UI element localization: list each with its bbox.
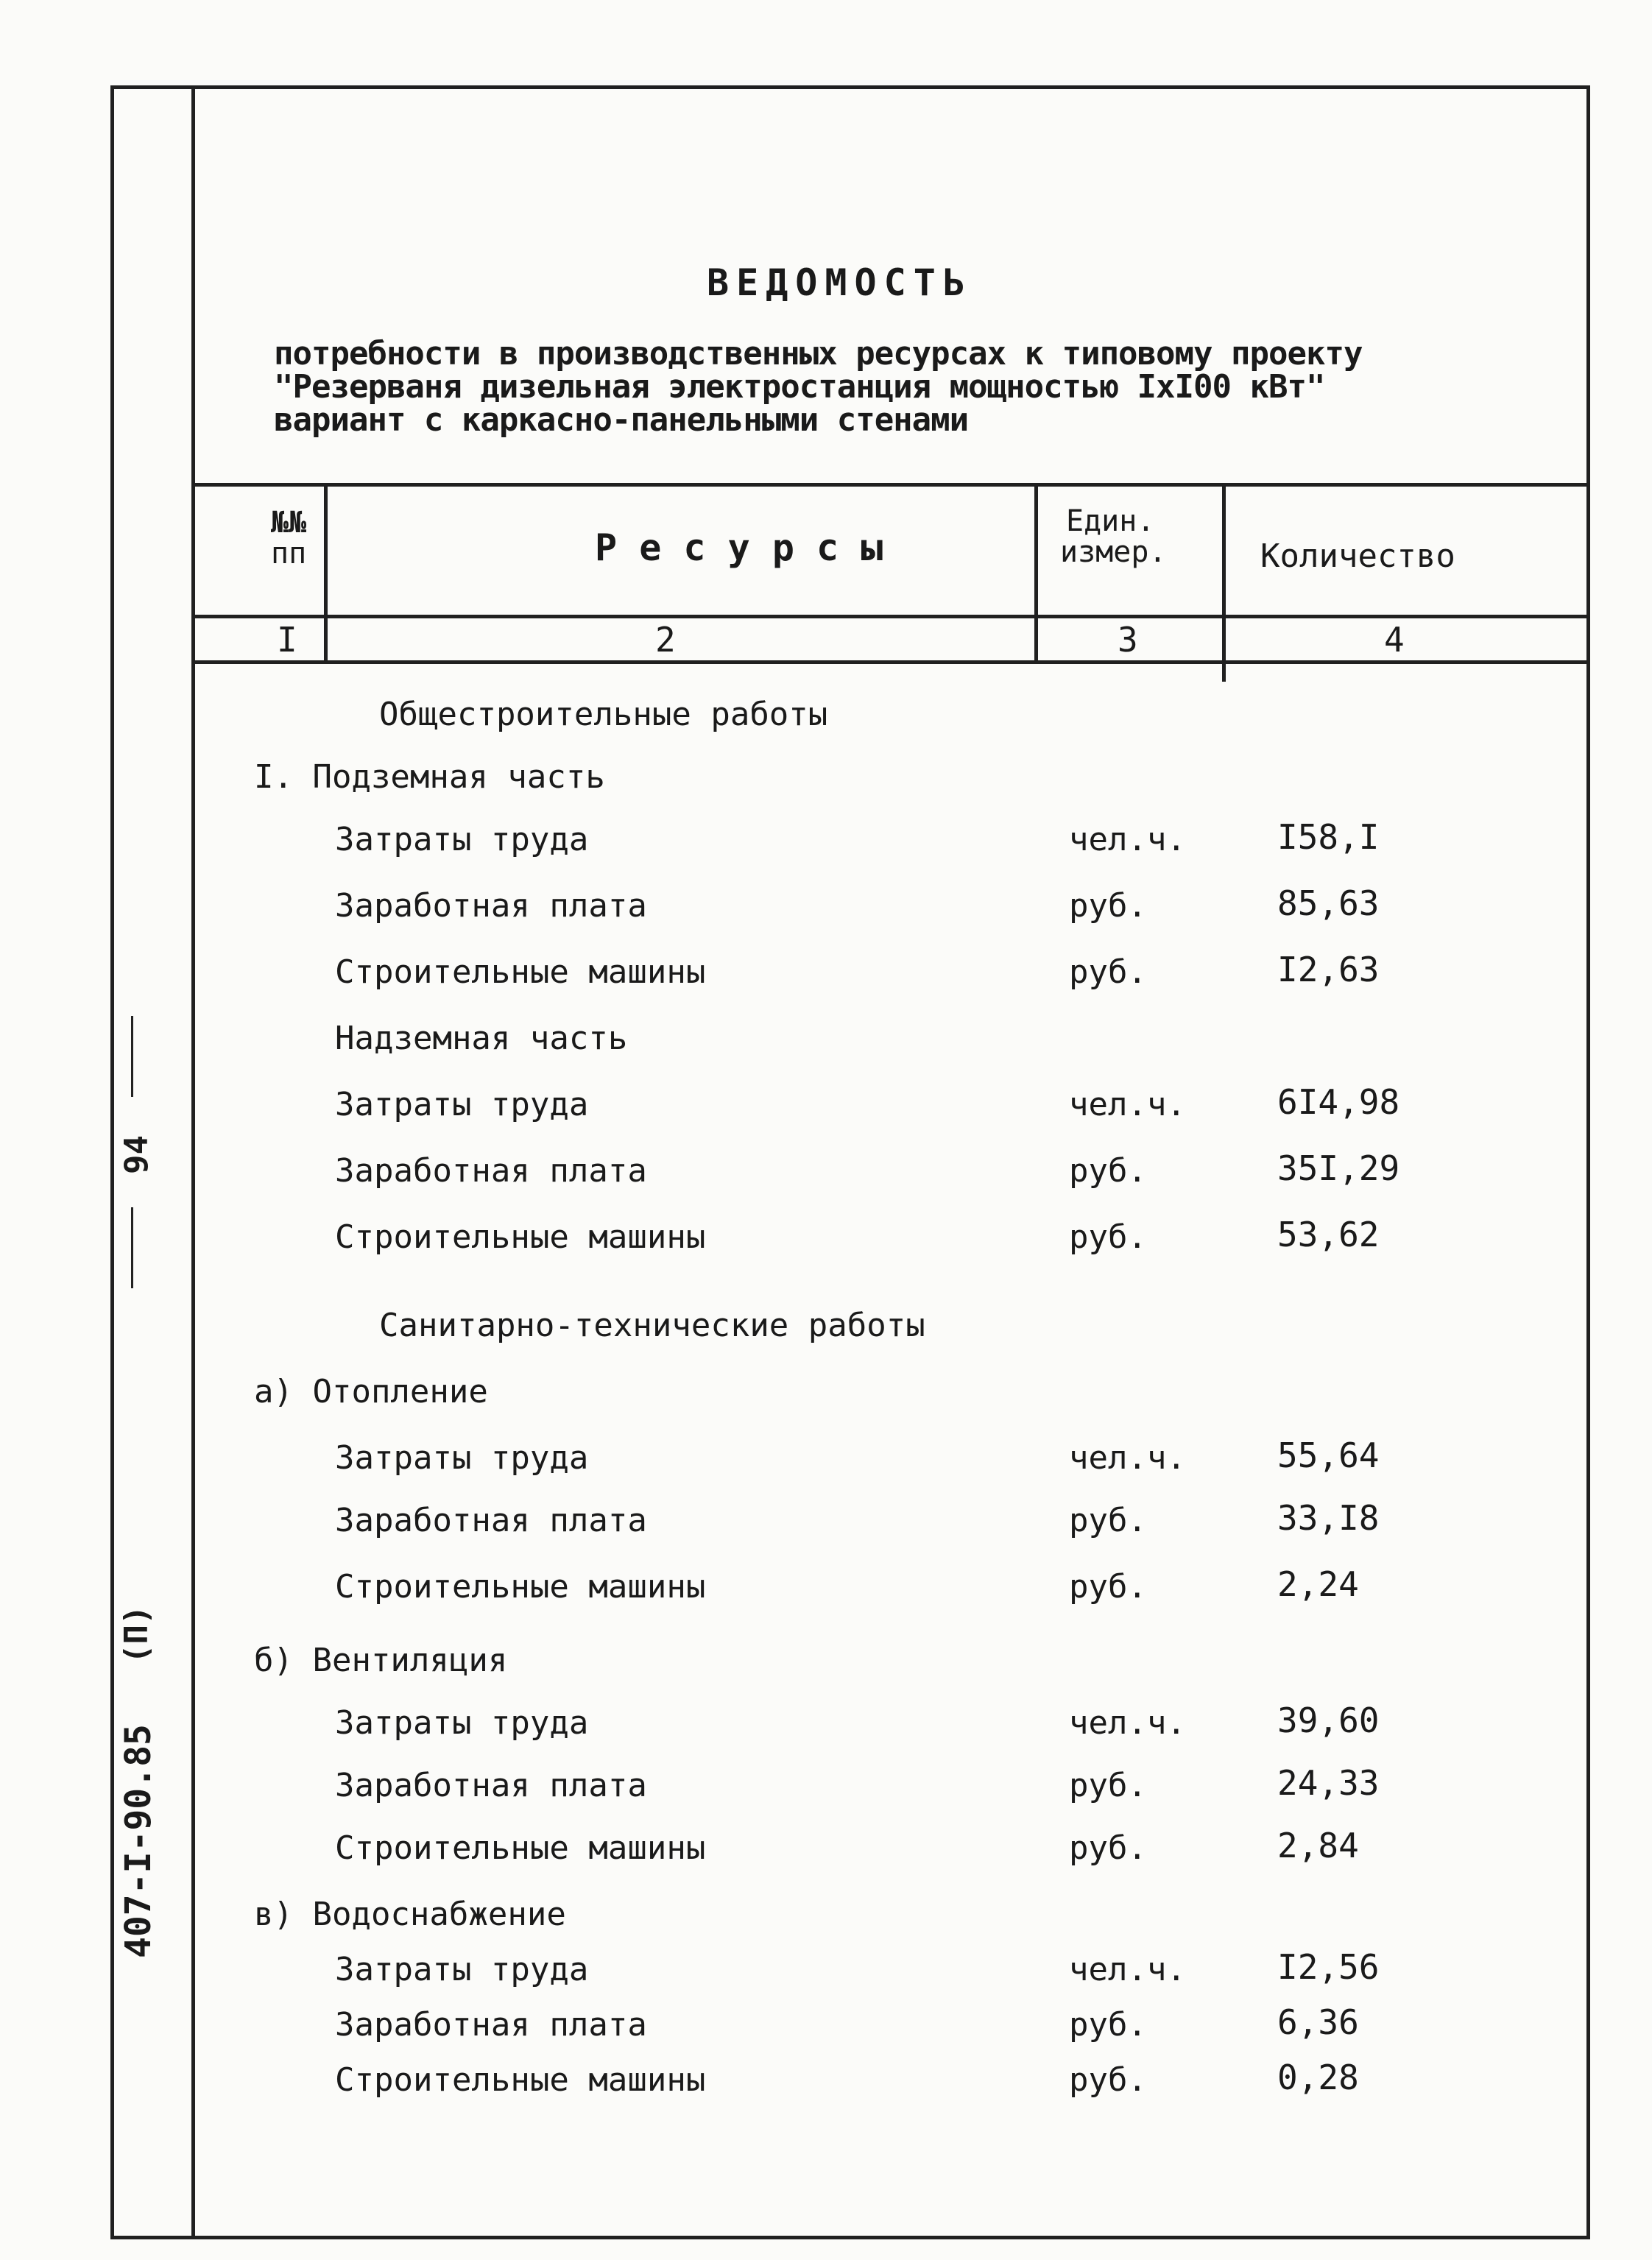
- col-divider-2: [1034, 483, 1038, 664]
- col-header-quantity: Количество: [1260, 537, 1455, 575]
- subtitle-line-3: вариант с каркасно-панельными стенами: [274, 401, 969, 439]
- col-header-num-bottom: пп: [271, 537, 307, 571]
- row-quantity: 35I,29: [1277, 1148, 1400, 1188]
- section-sanitary: Санитарно-технические работы: [379, 1307, 925, 1344]
- row-unit: руб.: [1069, 1218, 1147, 1256]
- margin-page-number: 94: [118, 1135, 155, 1174]
- row-quantity: I2,56: [1277, 1947, 1380, 1987]
- row-name: Строительные машины: [335, 953, 706, 991]
- col-divider-3: [1222, 483, 1226, 682]
- margin-doc-suffix: (П): [118, 1605, 155, 1664]
- row-unit: чел.ч.: [1069, 1439, 1186, 1477]
- row-name: Затраты труда: [335, 1439, 589, 1477]
- row-name: Строительные машины: [335, 2061, 706, 2099]
- section-underground: I. Подземная часть: [254, 758, 605, 796]
- row-quantity: 6I4,98: [1277, 1082, 1400, 1122]
- row-quantity: 6,36: [1277, 2002, 1359, 2042]
- col-header-unit-top: Един.: [1066, 504, 1155, 538]
- row-unit: чел.ч.: [1069, 821, 1186, 858]
- row-name: Затраты труда: [335, 1951, 589, 1988]
- row-unit: руб.: [1069, 1152, 1147, 1190]
- row-unit: чел.ч.: [1069, 1704, 1186, 1742]
- index-col-1: I: [277, 620, 297, 660]
- row-quantity: 33,I8: [1277, 1498, 1380, 1538]
- table-header-divider: [191, 615, 1590, 618]
- document-title: ВЕДОМОСТЬ: [707, 261, 973, 304]
- row-quantity: 24,33: [1277, 1763, 1380, 1803]
- row-unit: руб.: [1069, 1568, 1147, 1606]
- row-name: Строительные машины: [335, 1829, 706, 1867]
- row-quantity: 85,63: [1277, 883, 1380, 923]
- row-quantity: 2,24: [1277, 1564, 1359, 1604]
- margin-dash-top: [131, 1016, 133, 1097]
- row-quantity: 55,64: [1277, 1436, 1380, 1475]
- row-name: Заработная плата: [335, 2006, 647, 2044]
- row-name: Затраты труда: [335, 1086, 589, 1123]
- row-quantity: 0,28: [1277, 2058, 1359, 2097]
- col-header-num-top: №№: [271, 506, 307, 540]
- index-col-3: 3: [1118, 620, 1138, 660]
- row-name: Строительные машины: [335, 1568, 706, 1606]
- col-divider-1: [324, 483, 328, 664]
- index-col-2: 2: [655, 620, 676, 660]
- row-quantity: I2,63: [1277, 950, 1380, 989]
- row-name: Строительные машины: [335, 1218, 706, 1256]
- section-water-supply: в) Водоснабжение: [254, 1896, 566, 1933]
- row-quantity: 39,60: [1277, 1701, 1380, 1740]
- section-aboveground: Надземная часть: [335, 1020, 628, 1057]
- subtitle-line-2: "Резерваня дизельная электростанция мощностью IxI00 кВт": [274, 368, 1325, 406]
- row-unit: руб.: [1069, 2061, 1147, 2099]
- col-header-resources: Р е с у р с ы: [595, 526, 883, 569]
- row-unit: руб.: [1069, 1767, 1147, 1804]
- margin-dash-bottom: [131, 1207, 133, 1288]
- row-name: Затраты труда: [335, 821, 589, 858]
- row-name: Заработная плата: [335, 1502, 647, 1539]
- row-name: Затраты труда: [335, 1704, 589, 1742]
- row-name: Заработная плата: [335, 887, 647, 925]
- row-name: Заработная плата: [335, 1152, 647, 1190]
- row-unit: руб.: [1069, 1829, 1147, 1867]
- row-unit: руб.: [1069, 953, 1147, 991]
- table-header-bottom: [191, 660, 1590, 664]
- section-general: Общестроительные работы: [379, 696, 828, 733]
- row-quantity: 53,62: [1277, 1215, 1380, 1254]
- index-col-4: 4: [1384, 620, 1405, 660]
- row-unit: чел.ч.: [1069, 1951, 1186, 1988]
- row-name: Заработная плата: [335, 1767, 647, 1804]
- row-unit: руб.: [1069, 1502, 1147, 1539]
- row-quantity: I58,I: [1277, 817, 1380, 857]
- margin-divider: [191, 85, 195, 2239]
- col-header-unit-bottom: измер.: [1060, 535, 1167, 569]
- row-unit: руб.: [1069, 2006, 1147, 2044]
- subtitle-line-1: потребности в производственных ресурсах к типовому проекту: [274, 335, 1363, 372]
- row-unit: руб.: [1069, 887, 1147, 925]
- section-ventilation: б) Вентиляция: [254, 1642, 508, 1679]
- table-top-border: [191, 483, 1590, 487]
- section-heating: а) Отопление: [254, 1373, 488, 1410]
- row-unit: чел.ч.: [1069, 1086, 1186, 1123]
- margin-doc-code: 407-I-90.85: [118, 1724, 159, 1958]
- row-quantity: 2,84: [1277, 1826, 1359, 1865]
